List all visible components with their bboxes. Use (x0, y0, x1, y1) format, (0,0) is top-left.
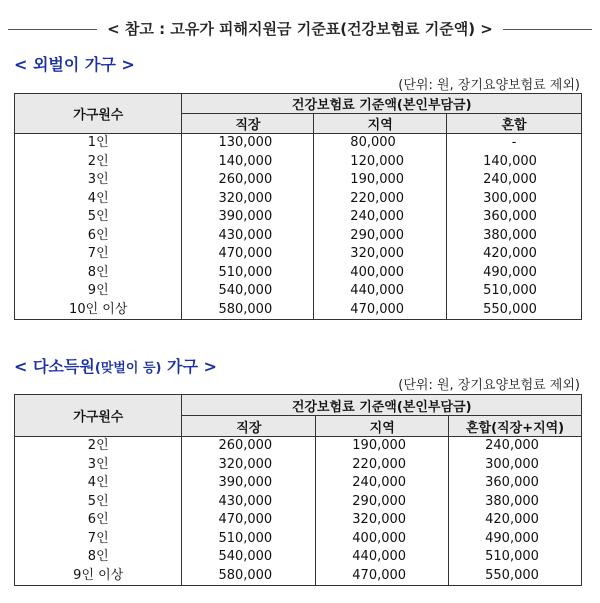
table-row (15, 190, 582, 209)
work-premium-cell: 580,000 (182, 301, 314, 320)
region-premium-cell: 470,000 (314, 301, 447, 320)
region-premium-cell: 470,000 (316, 567, 449, 586)
table-row (15, 437, 582, 456)
mixed-premium-cell: 240,000 (447, 171, 582, 190)
work-premium-cell: 430,000 (182, 493, 316, 512)
table-row (15, 208, 582, 227)
table-row (15, 474, 582, 493)
mixed-col-header: 혼합(직장+지역) (449, 416, 582, 437)
household-size-cell: 1인 (15, 134, 182, 153)
table-row (15, 282, 582, 301)
multi-earner-table (14, 394, 582, 586)
household-size-cell: 3인 (15, 456, 182, 475)
region-premium-cell: 440,000 (316, 548, 449, 567)
mixed-premium-cell: 550,000 (447, 301, 582, 320)
work-premium-cell: 470,000 (182, 245, 314, 264)
household-size-cell: 6인 (15, 227, 182, 246)
work-premium-cell: 320,000 (182, 190, 314, 209)
region-premium-cell: 80,000 (314, 134, 447, 153)
mixed-premium-cell: 510,000 (447, 282, 582, 301)
household-size-cell: 8인 (15, 264, 182, 283)
region-premium-cell: 290,000 (314, 227, 447, 246)
work-premium-cell: 260,000 (182, 171, 314, 190)
work-premium-cell: 320,000 (182, 456, 316, 475)
table-row (15, 227, 582, 246)
work-premium-cell: 430,000 (182, 227, 314, 246)
premium-group-header: 건강보험료 기준액(본인부담금) (182, 94, 582, 114)
region-col-header: 지역 (314, 114, 447, 134)
mixed-premium-cell: 550,000 (449, 567, 582, 586)
region-premium-cell: 290,000 (316, 493, 449, 512)
region-premium-cell: 320,000 (314, 245, 447, 264)
mixed-premium-cell: 380,000 (447, 227, 582, 246)
household-size-cell: 10인 이상 (15, 301, 182, 320)
household-size-cell: 9인 이상 (15, 567, 182, 586)
section2-title-small: (맞벌이 등) (94, 361, 162, 376)
household-size-cell: 6인 (15, 511, 182, 530)
section2-unit-note: (단위: 원, 장기요양보험료 제외) (398, 378, 580, 393)
mixed-premium-cell: 420,000 (447, 245, 582, 264)
work-col-header: 직장 (182, 114, 314, 134)
table-row (15, 153, 582, 172)
region-col-header: 지역 (316, 416, 449, 437)
mixed-premium-cell: 510,000 (449, 548, 582, 567)
work-premium-cell: 260,000 (182, 437, 316, 456)
premium-group-header: 건강보험료 기준액(본인부담금) (182, 395, 582, 416)
region-premium-cell: 400,000 (316, 530, 449, 549)
work-col-header: 직장 (182, 416, 316, 437)
work-premium-cell: 510,000 (182, 530, 316, 549)
table-row (15, 171, 582, 190)
mixed-premium-cell: 490,000 (447, 264, 582, 283)
household-size-cell: 5인 (15, 493, 182, 512)
section2-title-suffix: 가구 > (167, 357, 217, 376)
table-row (15, 567, 582, 586)
section2-title-prefix: < 다소득원 (14, 357, 95, 376)
mixed-premium-cell: 360,000 (449, 474, 582, 493)
table-row (15, 245, 582, 264)
section1-unit-note: (단위: 원, 장기요양보험료 제외) (398, 78, 580, 93)
table-row (15, 301, 582, 320)
section2-title (14, 354, 217, 377)
table-row (15, 548, 582, 567)
mixed-premium-cell: 240,000 (449, 437, 582, 456)
mixed-col-header: 혼합 (447, 114, 582, 134)
mixed-premium-cell: 360,000 (447, 208, 582, 227)
household-size-cell: 4인 (15, 190, 182, 209)
mixed-premium-cell: 300,000 (449, 456, 582, 475)
household-size-cell: 9인 (15, 282, 182, 301)
page-title: < 참고 : 고유가 피해지원금 기준표(건강보험료 기준액) > (97, 20, 503, 38)
mixed-premium-cell: 490,000 (449, 530, 582, 549)
region-premium-cell: 220,000 (314, 190, 447, 209)
region-premium-cell: 240,000 (314, 208, 447, 227)
table-row (15, 493, 582, 512)
region-premium-cell: 440,000 (314, 282, 447, 301)
mixed-premium-cell: - (447, 134, 582, 153)
work-premium-cell: 540,000 (182, 282, 314, 301)
work-premium-cell: 130,000 (182, 134, 314, 153)
region-premium-cell: 190,000 (316, 437, 449, 456)
region-premium-cell: 120,000 (314, 153, 447, 172)
household-size-cell: 4인 (15, 474, 182, 493)
work-premium-cell: 580,000 (182, 567, 316, 586)
mixed-premium-cell: 380,000 (449, 493, 582, 512)
mixed-premium-cell: 300,000 (447, 190, 582, 209)
table-row (15, 456, 582, 475)
work-premium-cell: 390,000 (182, 474, 316, 493)
single-earner-table (14, 93, 582, 320)
work-premium-cell: 510,000 (182, 264, 314, 283)
household-size-header: 가구원수 (15, 94, 182, 134)
region-premium-cell: 220,000 (316, 456, 449, 475)
household-size-cell: 3인 (15, 171, 182, 190)
work-premium-cell: 470,000 (182, 511, 316, 530)
mixed-premium-cell: 140,000 (447, 153, 582, 172)
household-size-cell: 8인 (15, 548, 182, 567)
region-premium-cell: 240,000 (316, 474, 449, 493)
work-premium-cell: 540,000 (182, 548, 316, 567)
table-row (15, 530, 582, 549)
region-premium-cell: 190,000 (314, 171, 447, 190)
work-premium-cell: 140,000 (182, 153, 314, 172)
table-row (15, 264, 582, 283)
region-premium-cell: 320,000 (316, 511, 449, 530)
household-size-cell: 2인 (15, 153, 182, 172)
section1-title: < 외벌이 가구 > (14, 55, 135, 74)
household-size-cell: 7인 (15, 530, 182, 549)
work-premium-cell: 390,000 (182, 208, 314, 227)
page-title-wrap (0, 18, 600, 39)
household-size-cell: 5인 (15, 208, 182, 227)
household-size-cell: 2인 (15, 437, 182, 456)
table-row (15, 134, 582, 153)
household-size-cell: 7인 (15, 245, 182, 264)
table-row (15, 511, 582, 530)
region-premium-cell: 400,000 (314, 264, 447, 283)
mixed-premium-cell: 420,000 (449, 511, 582, 530)
household-size-header: 가구원수 (15, 395, 182, 437)
